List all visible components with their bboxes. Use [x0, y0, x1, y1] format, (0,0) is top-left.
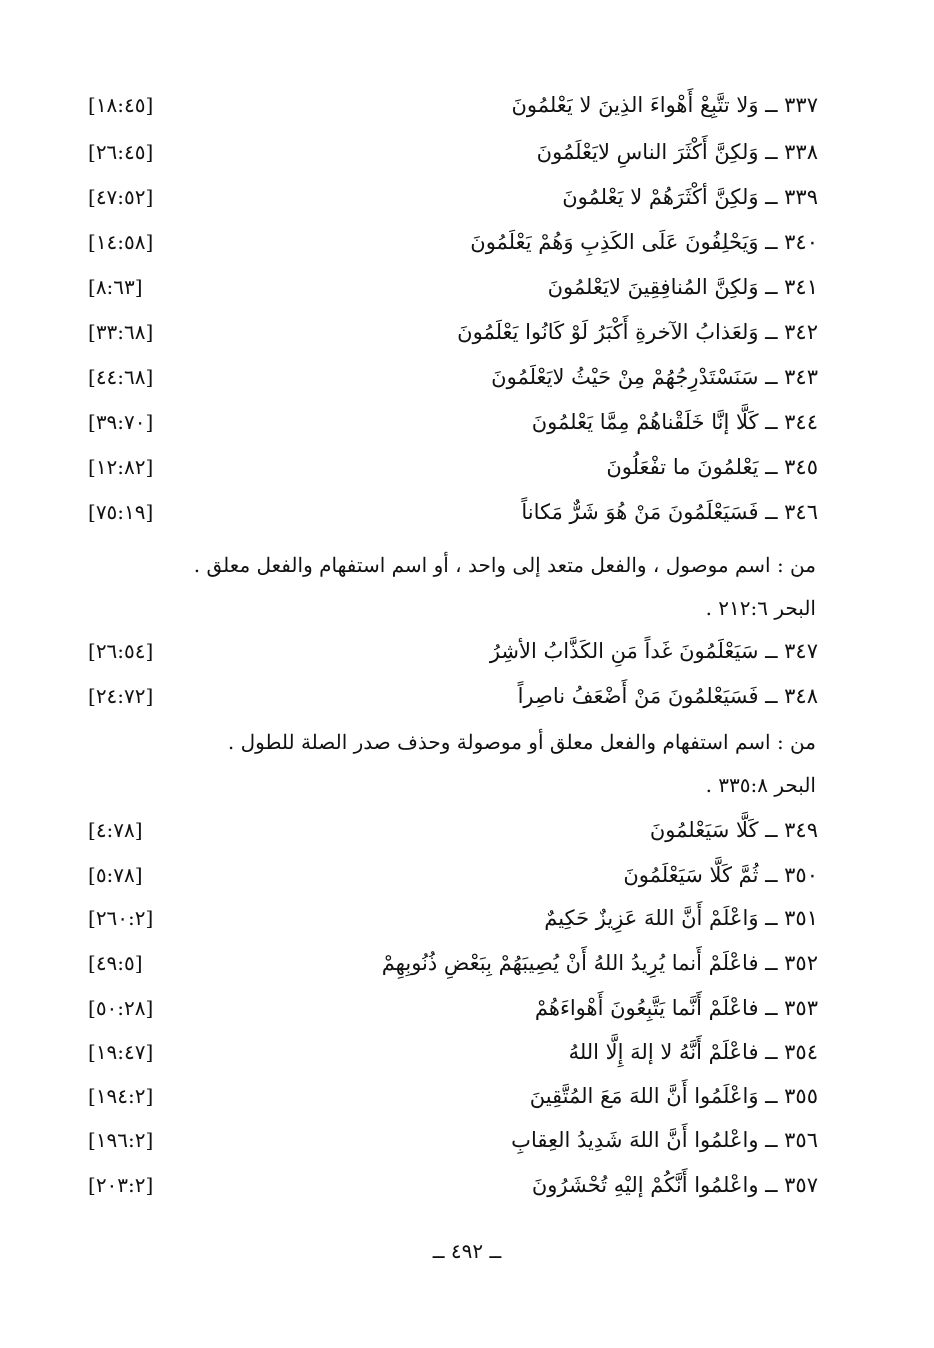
verse-text: ٣٥٢ ــ فاعْلَمْ أَنما يُرِيدُ اللهُ أَنْ يُصِيبَهُمْ بِبَعْضِ ذُنُوبِهِمْ	[381, 951, 818, 975]
verse-entry	[88, 993, 818, 1023]
verse-entry	[88, 90, 818, 120]
verse-text: ٣٣٧ ــ وَلا تتَّبِعْ أَهْواءَ الذِينَ لا يَعْلمُونَ	[511, 93, 818, 117]
verse-text: ٣٤٩ ــ كَلَّا سَيَعْلمُونَ	[649, 818, 818, 842]
verse-entry	[88, 1081, 818, 1111]
verse-entry	[88, 317, 818, 347]
grammar-note: من : اسم موصول ، والفعل متعد إلى واحد ، أو اسم استفهام والفعل معلق .	[193, 553, 816, 577]
verse-reference: [٢٤:٧٢]	[88, 684, 154, 708]
verse-reference: [١٩٦:٢]	[88, 1128, 154, 1152]
verse-text: ٣٤٥ ــ يَعْلمُونَ ما تفْعَلُونَ	[606, 455, 818, 479]
verse-reference: [٣٩:٧٠]	[88, 410, 154, 434]
verse-entry	[88, 1125, 818, 1155]
verse-entry	[88, 1170, 818, 1200]
verse-text: ٣٣٩ ــ وَلكِنَّ أكْثَرَهُمْ لا يَعْلمُونَ	[562, 185, 818, 209]
verse-reference: [٧٥:١٩]	[88, 500, 154, 524]
verse-reference: [٥٠:٢٨]	[88, 996, 154, 1020]
verse-text: ٣٥٦ ــ واعْلمُوا أَنَّ اللهَ شَدِيدُ العِقابِ	[511, 1128, 818, 1152]
verse-text: ٣٥٤ ــ فاعْلَمْ أَنَّهُ لا إلهَ إِلَّا اللهُ	[568, 1040, 818, 1064]
verse-entry	[88, 903, 818, 933]
verse-reference: [١٨:٤٥]	[88, 93, 154, 117]
verse-entry	[88, 860, 818, 890]
verse-text: ٣٥١ ــ وَاعْلَمْ أَنَّ اللهَ عَزِيزٌ حَكِيمٌ	[544, 906, 818, 930]
verse-reference: [١٩:٤٧]	[88, 1040, 154, 1064]
verse-entry	[88, 137, 818, 167]
verse-text: ٣٥٧ ــ واعْلمُوا أَنَّكُمْ إليْهِ تُحْشَرُونَ	[531, 1173, 818, 1197]
verse-entry	[88, 452, 818, 482]
verse-reference: [٢٦:٤٥]	[88, 140, 154, 164]
verse-text: ٣٥٥ ــ وَاعْلَمُوا أَنَّ اللهَ مَعَ المُتَّقِينَ	[529, 1084, 818, 1108]
verse-entry	[88, 636, 818, 666]
verse-text: ٣٣٨ ــ وَلكِنَّ أَكْثَرَ الناسِ لايَعْلَمُونَ	[536, 140, 818, 164]
verse-reference: [٤:٧٨]	[88, 818, 143, 842]
grammar-note: من : اسم استفهام والفعل معلق أو موصولة وحذف صدر الصلة للطول .	[227, 730, 816, 754]
verse-text: ٣٤٠ ــ وَيَحْلِفُونَ عَلَى الكَذِبِ وَهُمْ يَعْلَمُونَ	[470, 230, 818, 254]
verse-entry	[88, 227, 818, 257]
verse-text: ٣٥٣ ــ فاعْلَمْ أَنَّما يَتَّبِعُونَ أَهْواءَهُمْ	[534, 996, 818, 1020]
verse-entry	[88, 362, 818, 392]
source-note: البحر ٣٣٥:٨ .	[705, 773, 816, 797]
verse-text: ٣٤٣ ــ سَنَسْتَدْرِجُهُمْ مِنْ حَيْثُ لايَعْلَمُونَ	[491, 365, 818, 389]
verse-reference: [٣٣:٦٨]	[88, 320, 154, 344]
verse-reference: [٥:٧٨]	[88, 863, 143, 887]
verse-entry	[88, 497, 818, 527]
verse-reference: [٤٤:٦٨]	[88, 365, 154, 389]
verse-entry	[88, 681, 818, 711]
verse-reference: [١٤:٥٨]	[88, 230, 154, 254]
verse-text: ٣٤١ ــ وَلكِنَّ المُنافِقِينَ لايَعْلمُونَ	[547, 275, 818, 299]
verse-text: ٣٤٦ ــ فَسَيَعْلَمُونَ مَنْ هُوَ شَرٌّ مَكاناً	[521, 500, 818, 524]
verse-entry	[88, 182, 818, 212]
verse-entry	[88, 815, 818, 845]
verse-entry	[88, 407, 818, 437]
verse-entry	[88, 272, 818, 302]
source-note: البحر ٢١٢:٦ .	[705, 596, 816, 620]
verse-text: ٣٤٢ ــ وَلعَذابُ الآخرةِ أَكْبَرُ لَوْ كَانُوا يَعْلَمُونَ	[457, 320, 818, 344]
verse-text: ٣٤٤ ــ كَلَّا إنَّا خَلَقْناهُمْ مِمَّا يَعْلمُونَ	[531, 410, 818, 434]
verse-entry	[88, 1037, 818, 1067]
verse-entry	[88, 948, 818, 978]
verse-reference: [٢٦٠:٢]	[88, 906, 154, 930]
verse-reference: [٤٩:٥]	[88, 951, 143, 975]
verse-reference: [٤٧:٥٢]	[88, 185, 154, 209]
verse-reference: [١٩٤:٢]	[88, 1084, 154, 1108]
verse-text: ٣٥٠ ــ ثُمَّ كَلَّا سَيَعْلَمُونَ	[623, 863, 818, 887]
verse-reference: [١٢:٨٢]	[88, 455, 154, 479]
verse-reference: [٨:٦٣]	[88, 275, 143, 299]
verse-text: ٣٤٨ ــ فَسَيَعْلمُونَ مَنْ أَضْعَفُ ناصِراً	[517, 684, 818, 708]
verse-reference: [٢٦:٥٤]	[88, 639, 154, 663]
verse-text: ٣٤٧ ــ سَيَعْلَمُونَ غَداً مَنِ الكَذَّابُ الأشِرُ	[489, 639, 818, 663]
verse-reference: [٢٠٣:٢]	[88, 1173, 154, 1197]
page-number: ــ ٤٩٢ ــ	[432, 1239, 502, 1263]
